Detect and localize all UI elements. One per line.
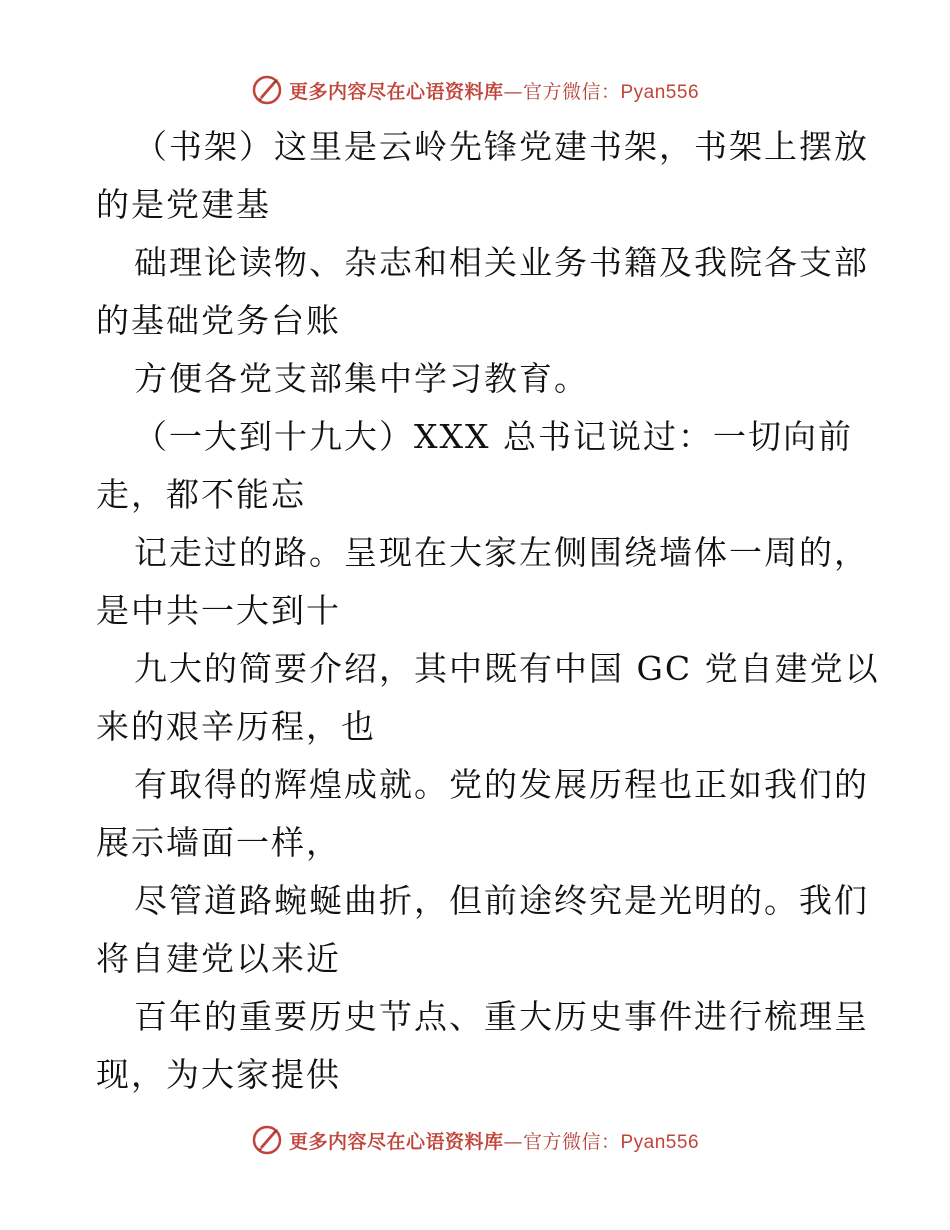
body-line: 九大的简要介绍，其中既有中国 GC 党自建党以 (134, 649, 880, 688)
banner-wechat-id: Pyan556 (620, 1131, 700, 1153)
banner-wechat-label: 官方微信： (522, 1130, 621, 1153)
body-line: （书架）这里是云岭先锋党建书架，书架上摆放 (134, 127, 869, 166)
body-line: 展示墙面一样， (96, 823, 341, 862)
body-line: 来的艰辛历程，也 (96, 707, 376, 746)
quill-pen-logo-icon (251, 74, 283, 106)
banner-separator: — (503, 1130, 523, 1153)
body-line: 走，都不能忘 (96, 475, 306, 514)
footer-banner (0, 1120, 950, 1160)
banner-brand: 更多内容尽在心语资料库 (288, 1130, 504, 1153)
body-line: 有取得的辉煌成就。党的发展历程也正如我们的 (134, 765, 869, 804)
body-line: 的基础党务台账 (96, 301, 341, 340)
quill-pen-logo-icon (251, 1124, 283, 1156)
body-line: 百年的重要历史节点、重大历史事件进行梳理呈 (134, 997, 869, 1036)
body-line: 础理论读物、杂志和相关业务书籍及我院各支部 (134, 243, 869, 282)
header-banner (0, 70, 950, 110)
body-line: 现，为大家提供 (96, 1055, 341, 1094)
body-line: （一大到十九大）XXX 总书记说过：一切向前 (134, 417, 853, 456)
banner-wechat-label: 官方微信： (522, 80, 621, 103)
banner-brand: 更多内容尽在心语资料库 (288, 80, 504, 103)
body-line: 尽管道路蜿蜒曲折，但前途终究是光明的。我们 (134, 881, 869, 920)
body-line: 的是党建基 (96, 185, 271, 224)
body-line: 方便各党支部集中学习教育。 (134, 359, 589, 398)
banner-wechat-id: Pyan556 (620, 81, 700, 103)
body-line: 将自建党以来近 (96, 939, 341, 978)
body-line: 是中共一大到十 (96, 591, 341, 630)
document-body (96, 118, 880, 1104)
banner-separator: — (503, 80, 523, 103)
body-line: 记走过的路。呈现在大家左侧围绕墙体一周的， (134, 533, 869, 572)
